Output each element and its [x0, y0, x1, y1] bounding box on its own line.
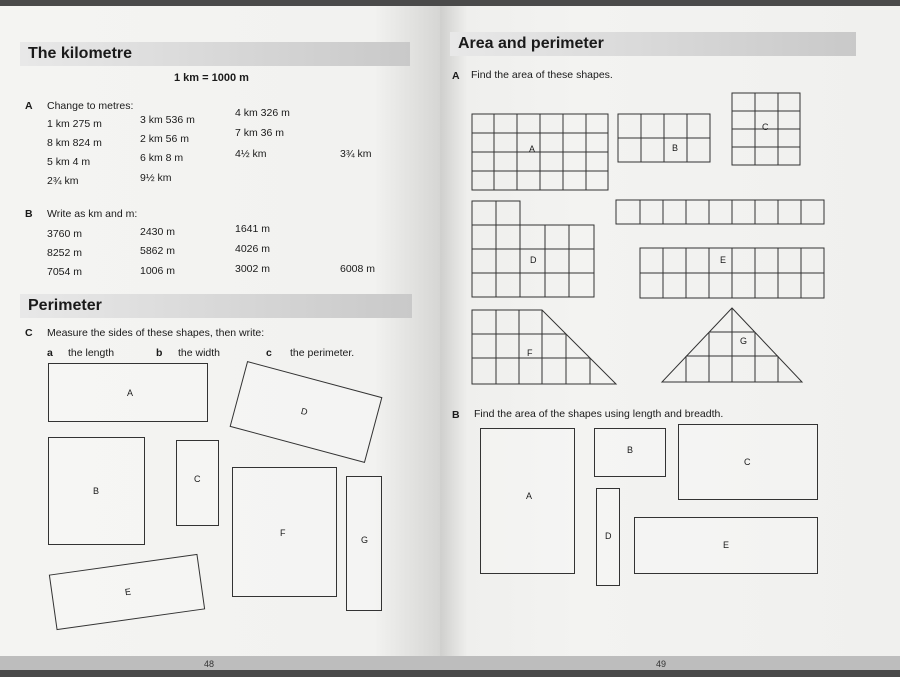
heading-area-perimeter: Area and perimeter: [450, 32, 856, 56]
a-item: 6 km 8 m: [140, 152, 184, 164]
page-number-left: 48: [204, 659, 215, 669]
sub-b-letter: b: [156, 347, 163, 359]
left-footer: [0, 656, 440, 670]
shape-c: [176, 440, 219, 526]
grid-label-g: G: [740, 336, 748, 346]
section-c-instruction: Measure the sides of these shapes, then write:: [47, 327, 265, 339]
right-section-a-letter: A: [452, 70, 460, 82]
shape-label: D: [299, 405, 309, 418]
left-page: [0, 6, 440, 670]
grid-shape-a: [472, 114, 608, 192]
section-a-letter: A: [25, 100, 33, 112]
heading-kilometre: The kilometre: [20, 42, 410, 66]
b-item: 2430 m: [140, 226, 176, 238]
a-item: 9½ km: [140, 172, 172, 184]
a-item: 5 km 4 m: [47, 156, 91, 168]
measure-shape-c: [678, 424, 818, 500]
measure-shape-d: [596, 488, 620, 586]
grid-label-f: F: [527, 348, 533, 358]
right-section-a-instruction: Find the area of these shapes.: [471, 69, 613, 81]
shape-label: A: [127, 388, 134, 398]
shape-label: D: [605, 531, 612, 541]
sub-c-text: the perimeter.: [290, 347, 355, 359]
sub-b-text: the width: [178, 347, 221, 359]
shape-label: E: [124, 586, 132, 598]
b-item: 4026 m: [235, 243, 271, 255]
grid-label-e: E: [720, 255, 727, 265]
shape-d: [230, 361, 383, 463]
sub-a-text: the length: [68, 347, 115, 359]
heading-perimeter: Perimeter: [20, 294, 412, 318]
shape-label: F: [280, 528, 286, 538]
grid-label-d: D: [530, 255, 537, 265]
shape-label: C: [194, 474, 201, 484]
shape-label: A: [526, 491, 533, 501]
a-item: 7 km 36 m: [235, 127, 285, 139]
grid-shape-g: [662, 308, 804, 384]
sub-a-letter: a: [47, 347, 53, 359]
shape-g: [346, 476, 382, 611]
b-item: 1006 m: [140, 265, 176, 277]
sub-c-letter: c: [266, 347, 272, 359]
a-item: 3 km 536 m: [140, 114, 195, 126]
shape-label: B: [93, 486, 100, 496]
right-footer: [440, 656, 900, 670]
measure-shape-a: [480, 428, 575, 574]
b-item: 1641 m: [235, 223, 271, 235]
shape-label: E: [723, 540, 730, 550]
shape-label: G: [361, 535, 369, 545]
shape-f: [232, 467, 337, 597]
b-item: 8252 m: [47, 247, 83, 259]
grid-label-a: A: [529, 144, 536, 154]
a-item: 1 km 275 m: [47, 118, 102, 130]
shape-label: B: [627, 445, 634, 455]
shape-b: [48, 437, 145, 545]
shape-e: [49, 554, 205, 630]
grid-shape-e: [616, 200, 826, 300]
grid-shape-b: [618, 114, 712, 164]
page-number-right: 49: [656, 659, 667, 669]
b-item: 6008 m: [340, 263, 376, 275]
a-item: 3¾ km: [340, 148, 372, 160]
b-item: 7054 m: [47, 266, 83, 278]
right-page: [440, 6, 900, 670]
a-item: 4½ km: [235, 148, 267, 160]
right-section-b-instruction: Find the area of the shapes using length and breadth.: [474, 408, 724, 420]
grid-shape-f: [472, 310, 618, 386]
right-section-b-letter: B: [452, 409, 460, 421]
section-b-letter: B: [25, 208, 33, 220]
b-item: 3760 m: [47, 228, 83, 240]
measure-shape-e: [634, 517, 818, 574]
grid-label-c: C: [762, 122, 769, 132]
km-fact: 1 km = 1000 m: [174, 72, 249, 84]
measure-shape-b: [594, 428, 666, 477]
a-item: 2 km 56 m: [140, 133, 190, 145]
b-item: 3002 m: [235, 263, 271, 275]
section-a-instruction: Change to metres:: [47, 100, 134, 112]
section-c-letter: C: [25, 327, 33, 339]
section-b-instruction: Write as km and m:: [47, 208, 138, 220]
b-item: 5862 m: [140, 245, 176, 257]
a-item: 8 km 824 m: [47, 137, 102, 149]
shape-a: [48, 363, 208, 422]
a-item: 4 km 326 m: [235, 107, 290, 119]
shape-label: C: [744, 457, 751, 467]
grid-shape-d: [472, 201, 596, 299]
grid-label-b: B: [672, 143, 679, 153]
a-item: 2¾ km: [47, 175, 79, 187]
